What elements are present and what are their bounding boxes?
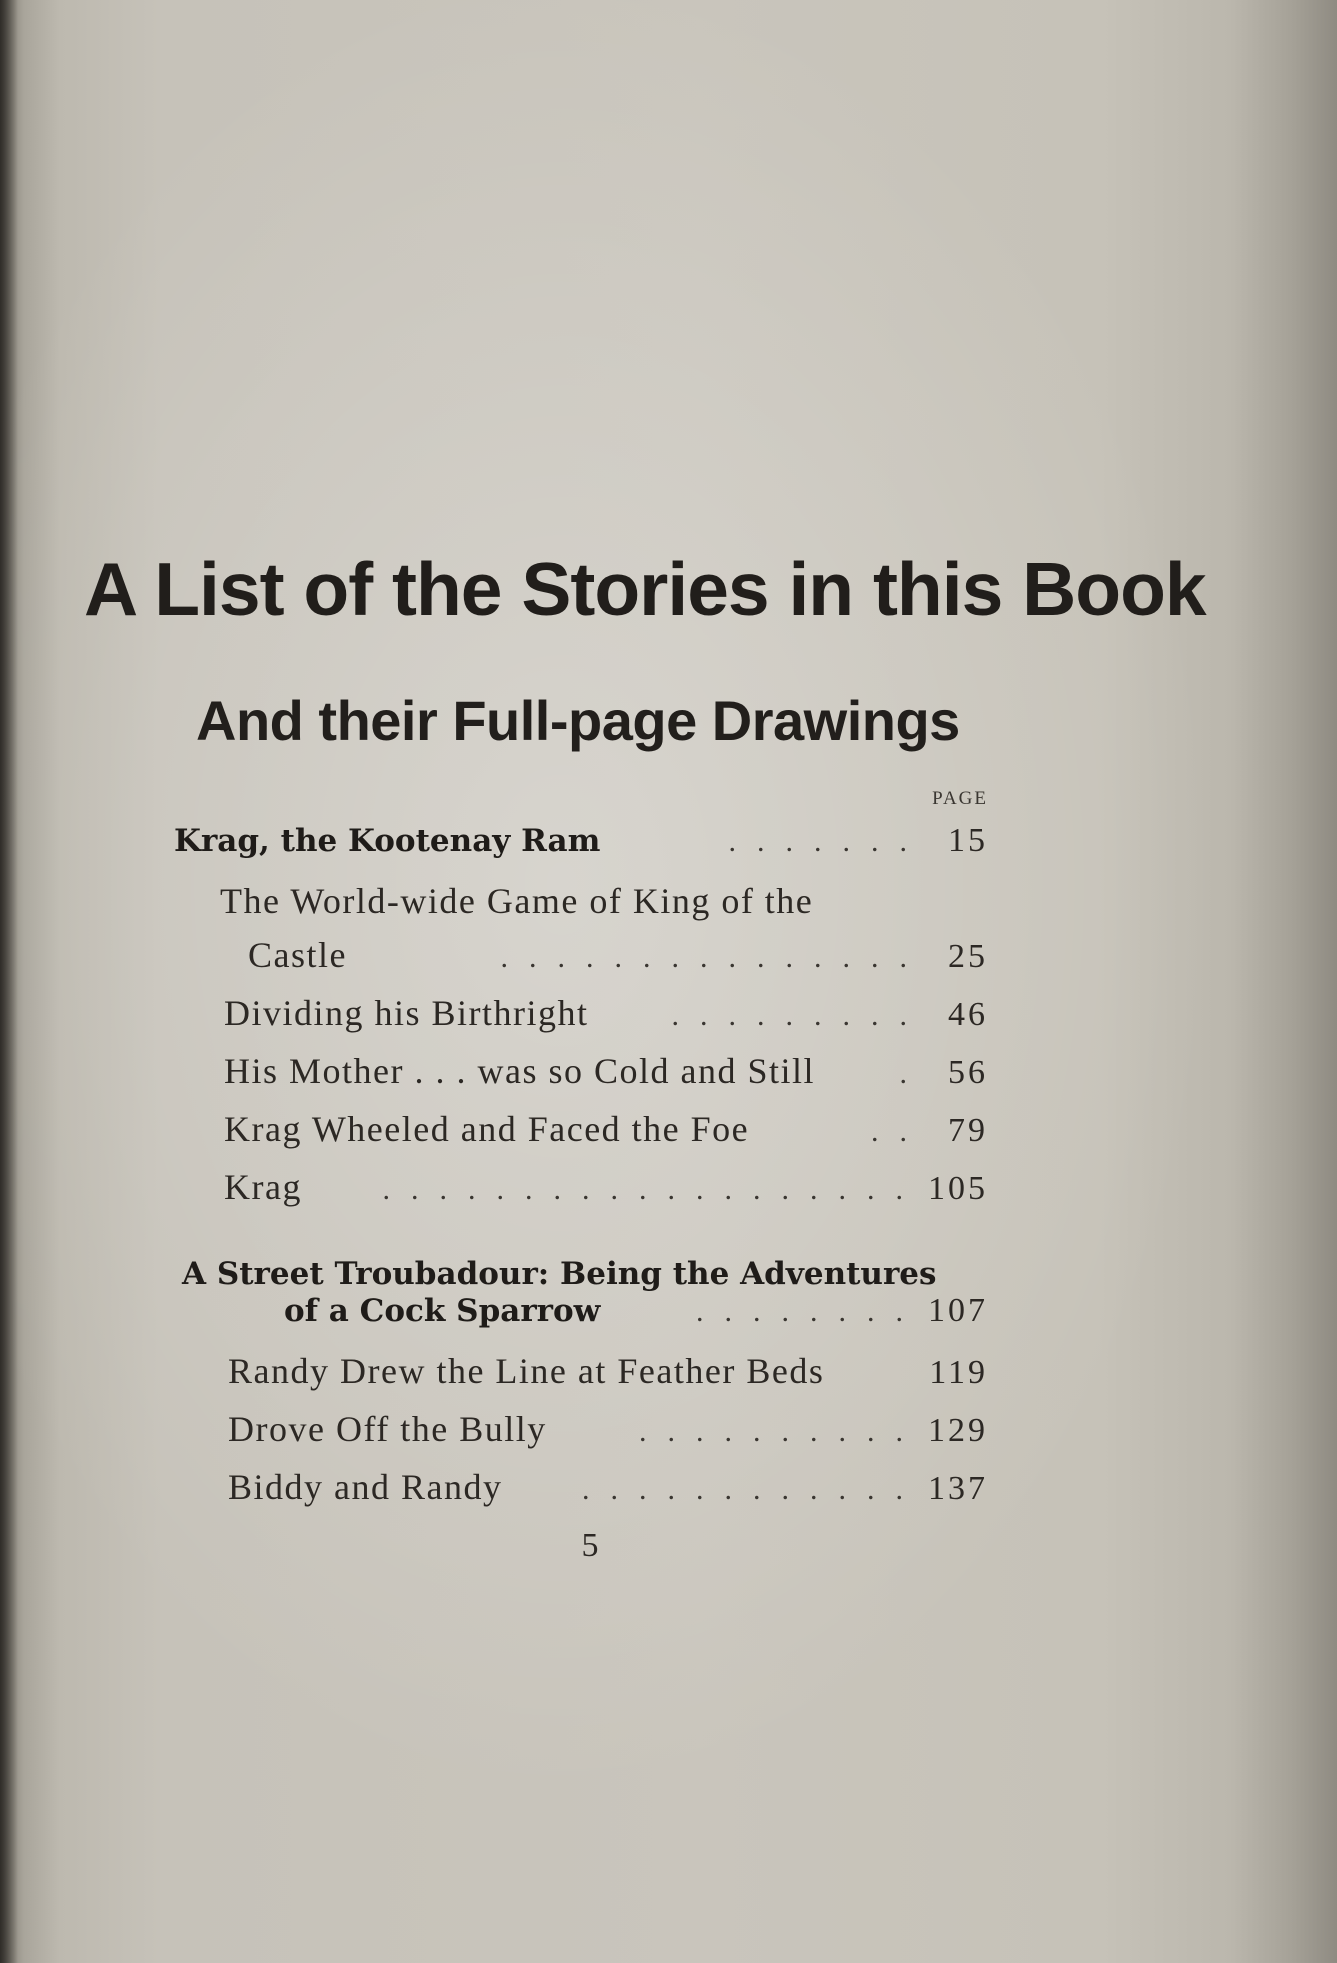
toc-entry-drawing	[228, 1408, 988, 1454]
toc-entry-title: of a Cock Sparrow	[284, 1293, 601, 1329]
dot-leader: .........	[671, 999, 928, 1032]
dot-leader: ..........	[639, 1415, 924, 1448]
toc-entry-page: 15	[948, 822, 988, 859]
page-subtitle: And their Full-page Drawings	[196, 689, 960, 752]
dot-leader: .	[899, 1057, 928, 1090]
toc-entry-page: 105	[928, 1170, 988, 1207]
toc-entry-drawing	[224, 992, 988, 1038]
dot-leader: .......	[728, 825, 928, 858]
toc-entry-drawing	[228, 1350, 988, 1396]
toc-entry-title: His Mother . . . was so Cold and Still	[224, 1051, 816, 1091]
page-number: 5	[581, 1527, 599, 1564]
toc-entry-title: Krag Wheeled and Faced the Foe	[224, 1109, 750, 1149]
toc-entry-page: 79	[948, 1112, 988, 1149]
dot-leader: ...................	[382, 1173, 924, 1206]
toc-entry-page: 25	[948, 938, 988, 975]
toc-entry-title: Castle	[248, 935, 347, 975]
dot-leader: ............	[582, 1473, 924, 1506]
toc-entry-title: Drove Off the Bully	[228, 1409, 547, 1449]
toc-entry-page: 107	[928, 1292, 988, 1329]
toc-entry-drawing	[228, 1466, 988, 1512]
toc-entry-title: Randy Drew the Line at Feather Beds	[228, 1351, 825, 1391]
toc-entry-page: 129	[928, 1412, 988, 1449]
page-title: A List of the Stories in this Book	[84, 547, 1206, 631]
toc-entry-title: Krag	[224, 1167, 302, 1207]
toc-entry-drawing	[224, 1108, 988, 1154]
toc-entry-title: Dividing his Birthright	[224, 993, 589, 1033]
toc-entry-story	[284, 1292, 988, 1338]
toc-entry-page: 56	[948, 1054, 988, 1091]
toc-entry-drawing	[224, 1050, 988, 1096]
toc-entry-drawing	[224, 1166, 988, 1212]
page-column-heading: PAGE	[932, 788, 988, 809]
spine-shadow	[0, 0, 18, 1963]
toc-entry-title: Krag, the Kootenay Ram	[174, 823, 601, 859]
toc-entry-page: 46	[948, 996, 988, 1033]
toc-entry-drawing	[248, 934, 988, 980]
toc-entry-title-line: A Street Troubadour: Being the Adventures	[182, 1256, 937, 1292]
toc-entry-page: 137	[928, 1470, 988, 1507]
toc-entry-page: 119	[929, 1354, 988, 1391]
toc-entry-story	[174, 822, 988, 868]
dot-leader: ...............	[500, 941, 928, 974]
toc-entry-title-line: The World-wide Game of King of the	[220, 881, 814, 921]
dot-leader: ........	[696, 1295, 924, 1328]
toc-entry-title: Biddy and Randy	[228, 1467, 503, 1507]
dot-leader: ..	[871, 1115, 928, 1148]
